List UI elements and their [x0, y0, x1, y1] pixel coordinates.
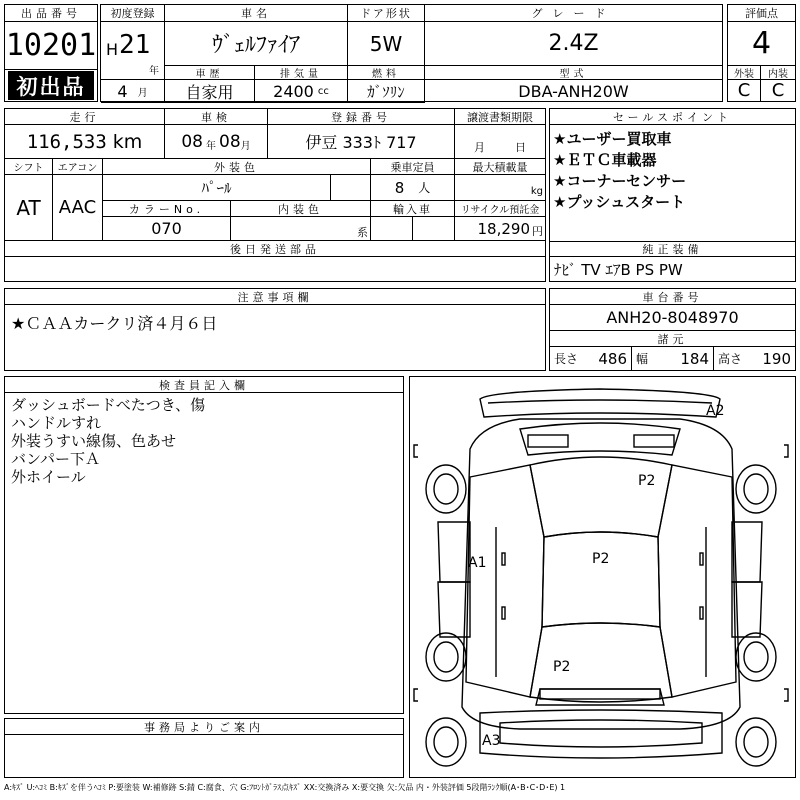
car-name-label: 車名	[165, 5, 348, 22]
width-label: 幅	[636, 352, 649, 366]
import-cell-b	[413, 217, 455, 241]
displacement-cell	[255, 80, 348, 103]
lot-number-box	[4, 4, 98, 102]
equipment-value: ﾅﾋﾞ TV ｴｱB PS PW	[554, 260, 683, 279]
grade-value: 2.4Z	[425, 22, 722, 66]
mark-a1: A1	[468, 555, 487, 571]
first-reg-month	[101, 80, 165, 103]
model-label: 型式	[425, 66, 722, 80]
mark-p2-roof: P2	[638, 473, 656, 489]
office-title: 事務局よりご案内	[5, 719, 403, 735]
era: H	[106, 40, 119, 59]
interior-label: 内装	[761, 66, 795, 80]
exterior-value: C	[728, 80, 761, 101]
aircon-value: AAC	[53, 175, 103, 241]
displacement-label: 排気量	[255, 66, 348, 80]
shift-value: AT	[5, 175, 53, 241]
mileage-value: 116,533	[26, 130, 107, 153]
shift-label: シフト	[5, 159, 53, 175]
exterior-label: 外装	[728, 66, 761, 80]
length-cell	[550, 347, 632, 370]
width-cell	[632, 347, 714, 370]
car-diagram-box	[409, 376, 796, 778]
dims-title: 諸元	[550, 331, 795, 347]
import-cell-a	[371, 217, 413, 241]
aircon-label: エアコン	[53, 159, 103, 175]
inspector-title: 検査員記入欄	[5, 377, 403, 393]
mark-a2: A2	[706, 403, 725, 419]
inspector-line-5: 外ホイール	[11, 468, 86, 486]
color-no-value: 070	[103, 217, 231, 241]
car-name: ｳﾞｪﾙﾌｧｲｱ	[165, 22, 348, 66]
insp-year-unit: 年	[206, 141, 216, 152]
sales-points-title: セールスポイント	[550, 109, 795, 125]
door-value: 5W	[348, 22, 425, 66]
chassis-box	[549, 288, 796, 371]
notes-value: ★ＣＡＡカークリ済４月６日	[11, 314, 218, 333]
first-listing-text: 初出品	[16, 74, 86, 99]
sales-point-4: ★プッシュスタート	[553, 193, 686, 211]
recycle-value: 18,290	[477, 219, 530, 238]
displacement-value: 2400	[273, 81, 314, 101]
max-load-label: 最大積載量	[455, 159, 545, 175]
recycle-unit: 円	[532, 224, 543, 238]
first-listing-badge	[8, 71, 94, 100]
lot-number: 10201	[5, 22, 97, 70]
mark-a3: A3	[482, 733, 501, 749]
first-reg-year	[101, 22, 165, 80]
ext-color-extra	[331, 175, 371, 201]
inspection-cell	[165, 125, 268, 159]
sales-point-1: ★ユーザー買取車	[553, 130, 672, 148]
insp-month: 08	[219, 131, 241, 152]
month: 4	[117, 81, 128, 101]
max-load-unit: kg	[530, 186, 543, 197]
year: 21	[119, 30, 151, 60]
import-label: 輸入車	[371, 201, 455, 217]
capacity-unit: 人	[418, 181, 431, 195]
chassis-title: 車台番号	[550, 289, 795, 305]
notes-title: 注意事項欄	[5, 289, 545, 305]
transfer-cell	[455, 125, 545, 159]
inspector-line-3: 外装うすい線傷、色あせ	[11, 432, 177, 450]
mileage-unit: km	[112, 130, 143, 153]
door-label: ドア形状	[348, 5, 425, 22]
lot-number-label: 出品番号	[5, 5, 97, 22]
int-color-label: 内装色	[231, 201, 371, 217]
later-parts-label: 後日発送部品	[5, 241, 545, 257]
ext-color-label: 外装色	[103, 159, 371, 175]
length-value: 486	[598, 349, 627, 368]
mark-p2-rear: P2	[553, 659, 571, 675]
reg-number-label: 登録番号	[268, 109, 455, 125]
int-color-unit: 系	[357, 225, 368, 239]
recycle-label: リサイクル預託金	[455, 201, 545, 217]
displacement-unit: cc	[317, 85, 329, 97]
history-value: 自家用	[165, 80, 255, 103]
fuel-label: 燃料	[348, 66, 425, 80]
height-cell	[714, 347, 795, 370]
grade-label: グレード	[425, 5, 722, 22]
int-color-cell	[231, 217, 371, 241]
equipment-title: 純正装備	[550, 241, 795, 257]
reg-number: 伊豆 333ﾄ 717	[268, 125, 455, 159]
color-no-label: カラーNo.	[103, 201, 231, 217]
fuel-value: ｶﾞｿﾘﾝ	[348, 80, 425, 103]
header-box	[100, 4, 723, 102]
inspector-line-1: ダッシュボードべたつき、傷	[11, 396, 206, 414]
mileage-cell	[5, 125, 165, 159]
mileage-label: 走行	[5, 109, 165, 125]
car-diagram	[410, 377, 795, 777]
capacity-value: 8	[394, 178, 405, 197]
score-value: 4	[728, 22, 795, 66]
inspection-label: 車検	[165, 109, 268, 125]
width-value: 184	[680, 349, 709, 368]
interior-value: C	[771, 80, 785, 101]
sales-point-3: ★コーナーセンサー	[553, 172, 687, 190]
later-parts-value	[5, 257, 545, 281]
notes-box	[4, 288, 546, 371]
recycle-cell	[455, 217, 545, 241]
spec-box	[4, 108, 546, 282]
chassis-value: ANH20-8048970	[550, 305, 795, 331]
year-unit: 年	[149, 66, 159, 77]
inspector-line-4: バンパー下Ａ	[11, 450, 100, 468]
height-value: 190	[762, 349, 791, 368]
first-reg-label: 初度登録	[101, 5, 165, 22]
sales-points-box	[549, 108, 796, 282]
office-box	[4, 718, 404, 778]
inspector-box	[4, 376, 404, 714]
legend-text: A:ｷｽﾞ U:ﾍｺﾐ B:ｷｽﾞを伴うﾍｺﾐ P:要塗装 W:補修跡 S:錆 C:腐食、穴 G:ﾌﾛﾝﾄｶﾞﾗｽ点ｷｽﾞ XX:交換済み X:要交換 欠:欠品 内・外装評価 5段階ﾗﾝｸ順(A･B･C･D･E) 1	[4, 783, 566, 792]
score-box	[727, 4, 796, 102]
max-load-cell	[455, 175, 545, 201]
insp-month-unit: 月	[240, 141, 251, 152]
mark-p2-center: P2	[592, 551, 610, 567]
history-label: 車歴	[165, 66, 255, 80]
model-value: DBA-ANH20W	[518, 82, 629, 101]
score-label: 評価点	[728, 5, 795, 22]
capacity-cell	[371, 175, 455, 201]
transfer-month-unit: 月	[474, 140, 485, 154]
month-unit: 月	[137, 87, 148, 99]
ext-color-value: ﾊﾟｰﾙ	[103, 175, 331, 201]
height-label: 高さ	[718, 352, 743, 366]
sales-point-2: ★ＥＴＣ車載器	[553, 151, 657, 169]
capacity-label: 乗車定員	[371, 159, 455, 175]
inspector-line-2: ハンドルすれ	[11, 414, 102, 432]
length-label: 長さ	[554, 352, 579, 366]
insp-year: 08	[181, 131, 203, 152]
transfer-day-unit: 日	[515, 140, 526, 154]
transfer-label: 譲渡書類期限	[455, 109, 545, 125]
